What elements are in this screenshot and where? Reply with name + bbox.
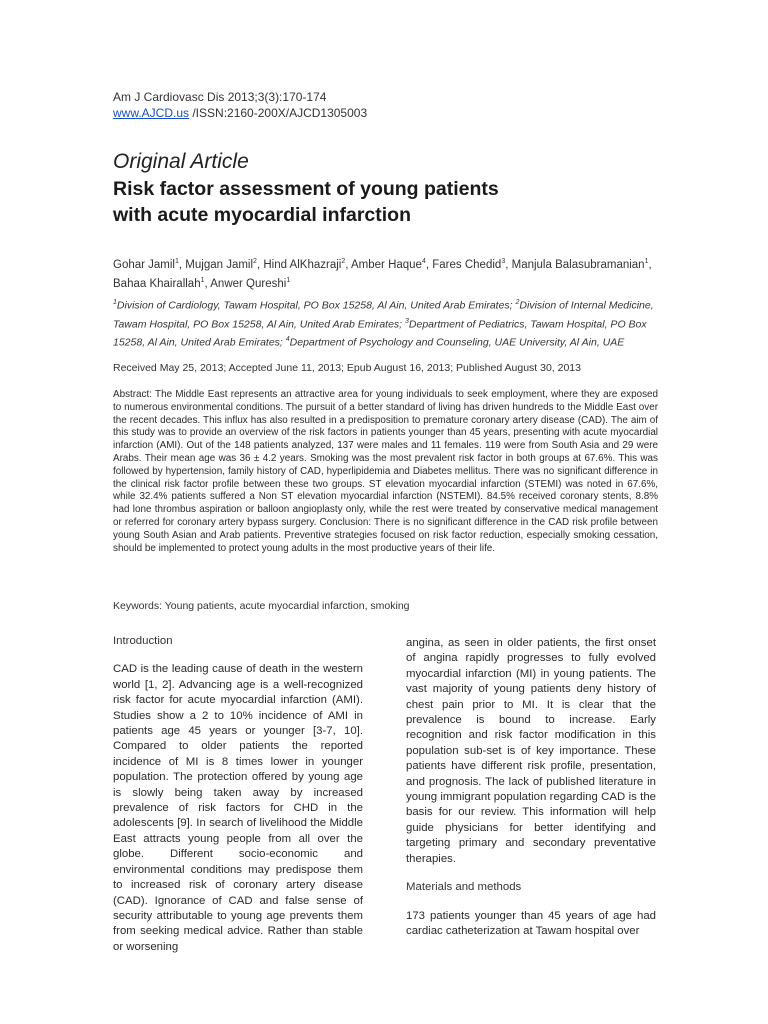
affiliations [113,295,658,351]
journal-citation: Am J Cardiovasc Dis 2013;3(3):170-174 [113,90,327,104]
journal-issn: /ISSN:2160-200X/AJCD1305003 [189,106,368,120]
body-paragraph: 173 patients younger than 45 years of age had cardiac catheterization at Tawam hospital over [406,909,656,937]
author-list: Gohar Jamil$^1$, Mujgan Jamil$^2$, Hind AlKhazraji$^2$, Amber Haque$^4$, Fares Chedid$^3$, Manjula Balasubramanian$^1$, Bahaa Khairallah$^1$, Anwer Qureshi$^1$ [113,258,652,290]
author-affiliation-mark: 3 [501,258,506,265]
affiliation-mark: 2 [515,299,520,306]
affiliation: Division of Cardiology, Tawam Hospital, PO Box 15258, Al Ain, United Arab Emirates; [116,299,516,312]
author: Hind AlKhazraji [263,258,342,271]
author-affiliation-mark: 2 [341,258,346,265]
author-affiliation-mark: 1 [286,276,291,284]
article-type: Original Article [113,150,249,173]
section-heading-introduction: Introduction [113,635,173,647]
author-affiliation-mark: 1 [200,276,205,284]
journal-link-line [113,105,367,121]
author-affiliation-mark: 4 [421,258,426,265]
author-affiliation-mark: 1 [175,258,179,265]
affiliation: Department of Pediatrics, Tawam Hospital, PO Box 15258, Al Ain, United Arab Emirates; [113,318,647,349]
body-column-right [406,636,656,952]
body-column-left [113,634,363,968]
article-title [113,176,673,228]
author: Mujgan Jamil [185,258,254,271]
affiliation: Department of Psychology and Counseling, UAE University, Al Ain, UAE [289,336,625,349]
author: Anwer Qureshi [210,277,287,290]
body-paragraph: CAD is the leading cause of death in the western world [1, 2]. Advancing age is a well-recognized risk factor for acute myocardial infarction (AMI). Studies show a 2 to 10% incidence of AMI in patients age 45 years or younger [3-7, 10]. Compared to older patients the reported incidence of MI is 8 times lower in younger population. The protection offered by young age is slowly being taken away by increased prevalence of risk factors for CHD in the adolescents [9]. In search of livelihood the Middle East attracts young people from all over the globe. Different socio-economic and environmental conditions may predispose them to increased risk of coronary artery disease (CAD). Ignorance of CAD and false sense of security attributable to young age prevents them from seeking medical advice. Rather than stable or worsening [113,663,363,953]
section-heading-materials-methods: Materials and methods [406,881,522,894]
affiliation: Division of Internal Medicine, Tawam Hospital, PO Box 15258, Al Ain, United Arab Emirates; [113,299,654,330]
affiliation-mark: 4 [285,336,290,343]
article-title-line-1: Risk factor assessment of young patients [113,178,499,200]
body-paragraph: angina, as seen in older patients, the first onset of angina rapidly progresses to fully evolved myocardial infarction (MI) in young patients. The vast majority of young patients deny history of chest pain prior to MI. It is clear that the prevalence is bound to increase. Early recognition and risk factor modification in this population sub-set is of key importance. These patients have different risk profile, presentation, and prognosis. The lack of published literature in young immigrant population regarding CAD is the basis for our review. This information will help guide physicians for better identifying and targeting primary and secondary preventative therapies. [406,637,656,865]
journal-website-link[interactable]: www.AJCD.us [113,106,190,120]
author: Gohar Jamil [113,258,175,271]
author: Amber Haque [351,258,422,271]
article-title-line-2: with acute myocardial infarction [113,204,411,226]
journal-header [113,89,367,121]
author: Bahaa Khairallah [113,277,201,290]
affiliation-mark: 3 [405,317,409,325]
keywords: Keywords: Young patients, acute myocardial infarction, smoking [113,600,410,612]
author-affiliation-mark: 1 [644,258,649,265]
author: Manjula Balasubramanian [511,258,645,271]
author: Fares Chedid [432,258,502,271]
publication-dates: Received May 25, 2013; Accepted June 11, 2013; Epub August 16, 2013; Published August 30, 2013 [113,362,581,374]
author-affiliation-mark: 2 [253,258,257,265]
abstract: Abstract: The Middle East represents an attractive area for young individuals to seek employment, where they are exposed to numerous environmental conditions. The pursuit of a better standard of living has driven hundreds to the Middle East over the recent decades. This influx has also resulted in a predisposition to premature coronary artery disease (CAD). The aim of this study was to provide an overview of the risk factors in patients younger than 45 years, presenting with acute myocardial infarction (AMI). Out of the 148 patients analyzed, 137 were males and 11 females. 119 were from South Asia and 29 were Arabs. Their mean age was 36 ± 4.2 years. Smoking was the most prevalent risk factor in both groups at 67.6%. This was followed by hypertension, family history of CAD, hyperlipidemia and Diabetes mellitus. There was no significant difference in the clinical risk factor profile between these two groups. ST elevation myocardial infarction (STEMI) was noted in 67.6%, while 32.4% patients suffered a Non ST elevation myocardial infarction (NSTEMI). 84.5% received coronary stents, 8.8% had lone thrombus aspiration or balloon angioplasty only, while the rest were treated by conservative medical management or referred for coronary artery bypass surgery. Conclusion: There is no significant difference in the CAD risk profile between young South Asian and Arab patients. Preventive strategies focused on risk factor reduction, especially smoking cessation, should be implemented to protect young adults in the most productive years of their life. [113,389,658,554]
affiliation-mark: 1 [113,299,117,306]
